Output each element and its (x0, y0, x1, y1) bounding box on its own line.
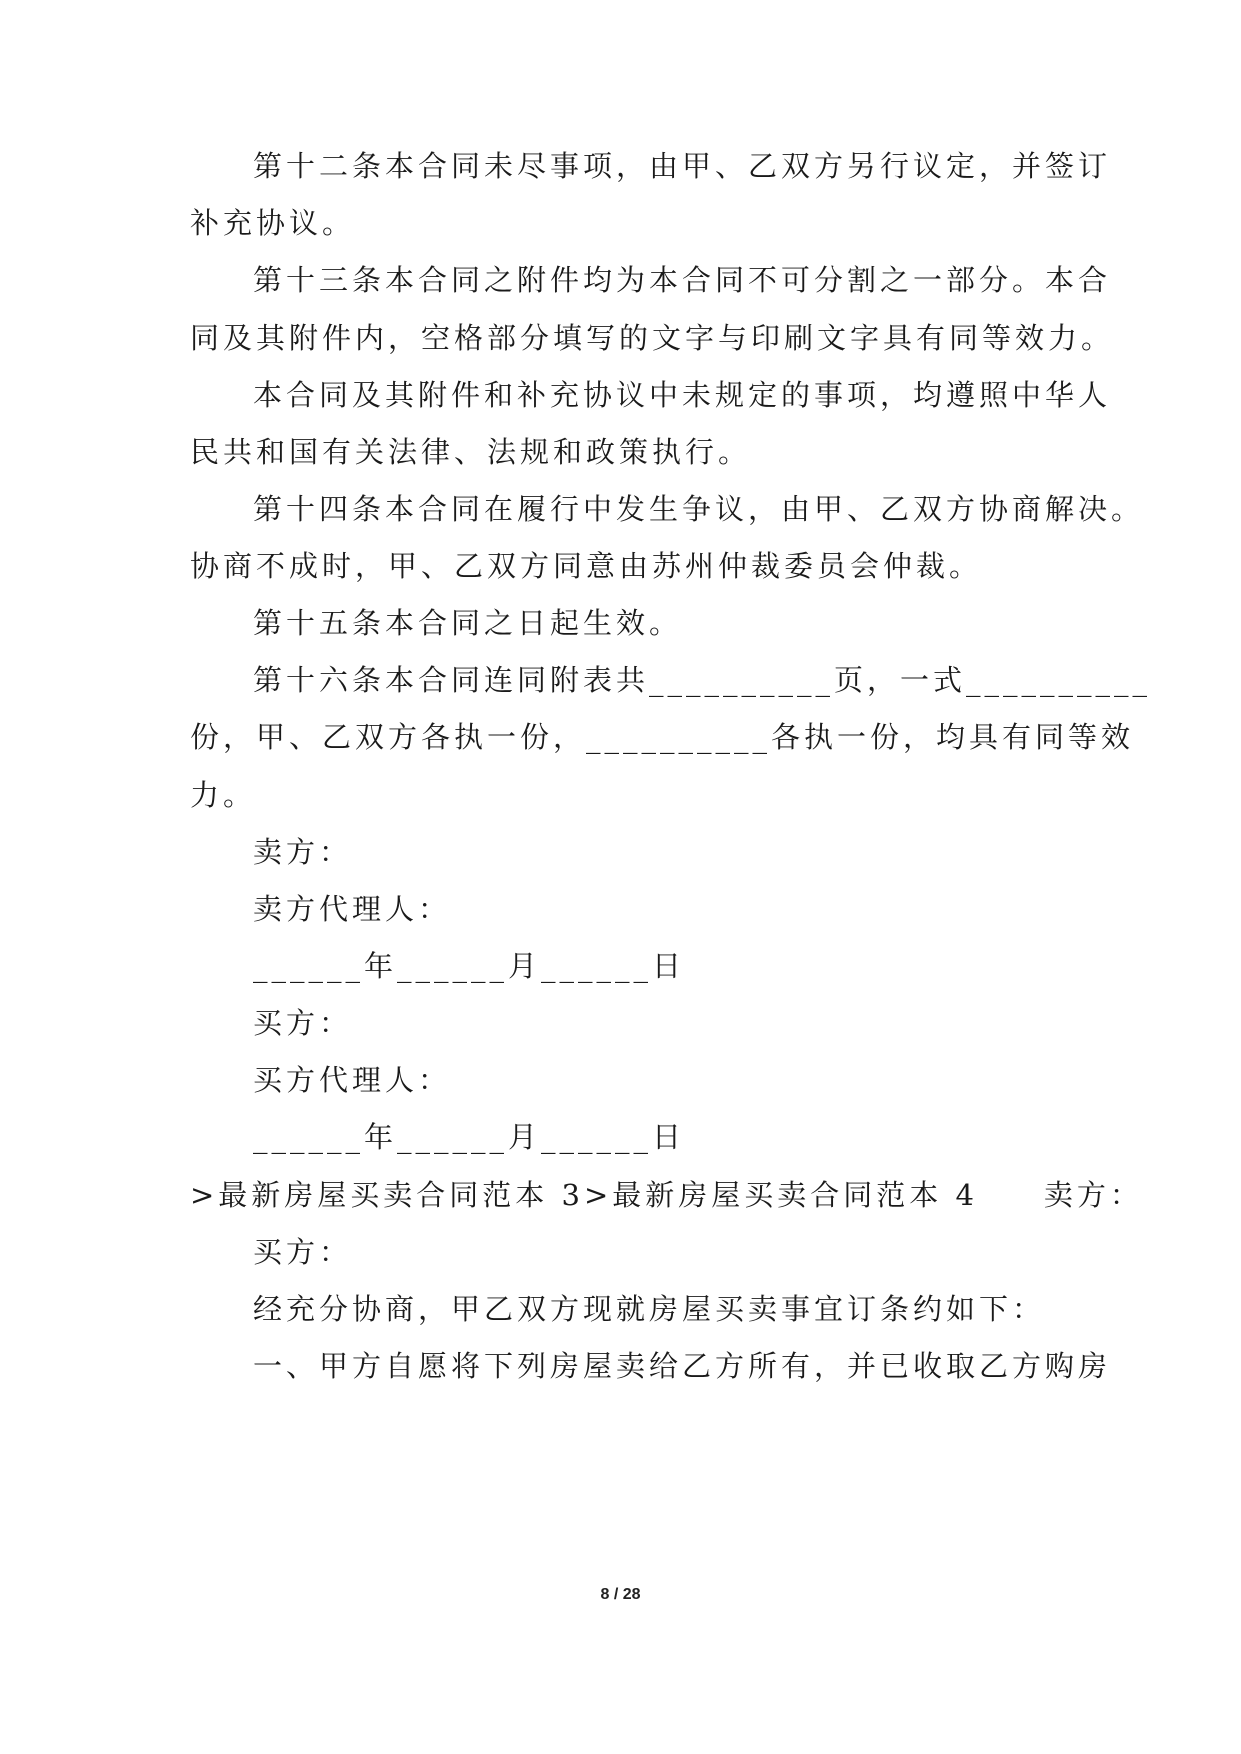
paragraph-line: 同及其附件内，空格部分填写的文字与印刷文字具有同等效力。 (190, 321, 1115, 355)
paragraph-line: 民共和国有关法律、法规和政策执行。 (190, 435, 752, 469)
buyer-label: 买方： (253, 1006, 353, 1040)
seller-label: 卖方： (253, 835, 353, 869)
paragraph-line: 一、甲方自愿将下列房屋卖给乙方所有，并已收取乙方购房 (253, 1349, 1112, 1383)
paragraph-line: 第十三条本合同之附件均为本合同不可分割之一部分。本合 (253, 263, 1112, 297)
paragraph-line: 本合同及其附件和补充协议中未规定的事项，均遵照中华人 (253, 378, 1112, 412)
buyer-date-line: ______年______月______日 (253, 1120, 686, 1154)
paragraph-line: 第十六条本合同连同附表共__________页，一式__________ (253, 663, 1152, 697)
paragraph-line: 协商不成时，甲、乙双方同意由苏州仲裁委员会仲裁。 (190, 549, 983, 583)
paragraph-line: 第十二条本合同未尽事项，由甲、乙双方另行议定，并签订 (253, 149, 1112, 183)
buyer-label-2: 买方： (253, 1235, 353, 1269)
paragraph-line: 力。 (190, 778, 257, 812)
paragraph-line: 第十五条本合同之日起生效。 (253, 606, 683, 640)
seller-agent-label: 卖方代理人： (253, 892, 452, 926)
buyer-agent-label: 买方代理人： (253, 1063, 452, 1097)
paragraph-line: 第十四条本合同在履行中发生争议，由甲、乙双方协商解决。 (253, 492, 1145, 526)
page-number: 8 / 28 (600, 1586, 641, 1603)
paragraph-line: 份，甲、乙双方各执一份，__________各执一份，均具有同等效 (190, 720, 1135, 754)
seller-date-line: ______年______月______日 (253, 949, 686, 983)
paragraph-line: 补充协议。 (190, 206, 356, 240)
paragraph-line: 经充分协商，甲乙双方现就房屋买卖事宜订条约如下： (253, 1292, 1046, 1326)
template-links-line: >最新房屋买卖合同范本 3>最新房屋买卖合同范本 4 卖方： (190, 1178, 1143, 1212)
